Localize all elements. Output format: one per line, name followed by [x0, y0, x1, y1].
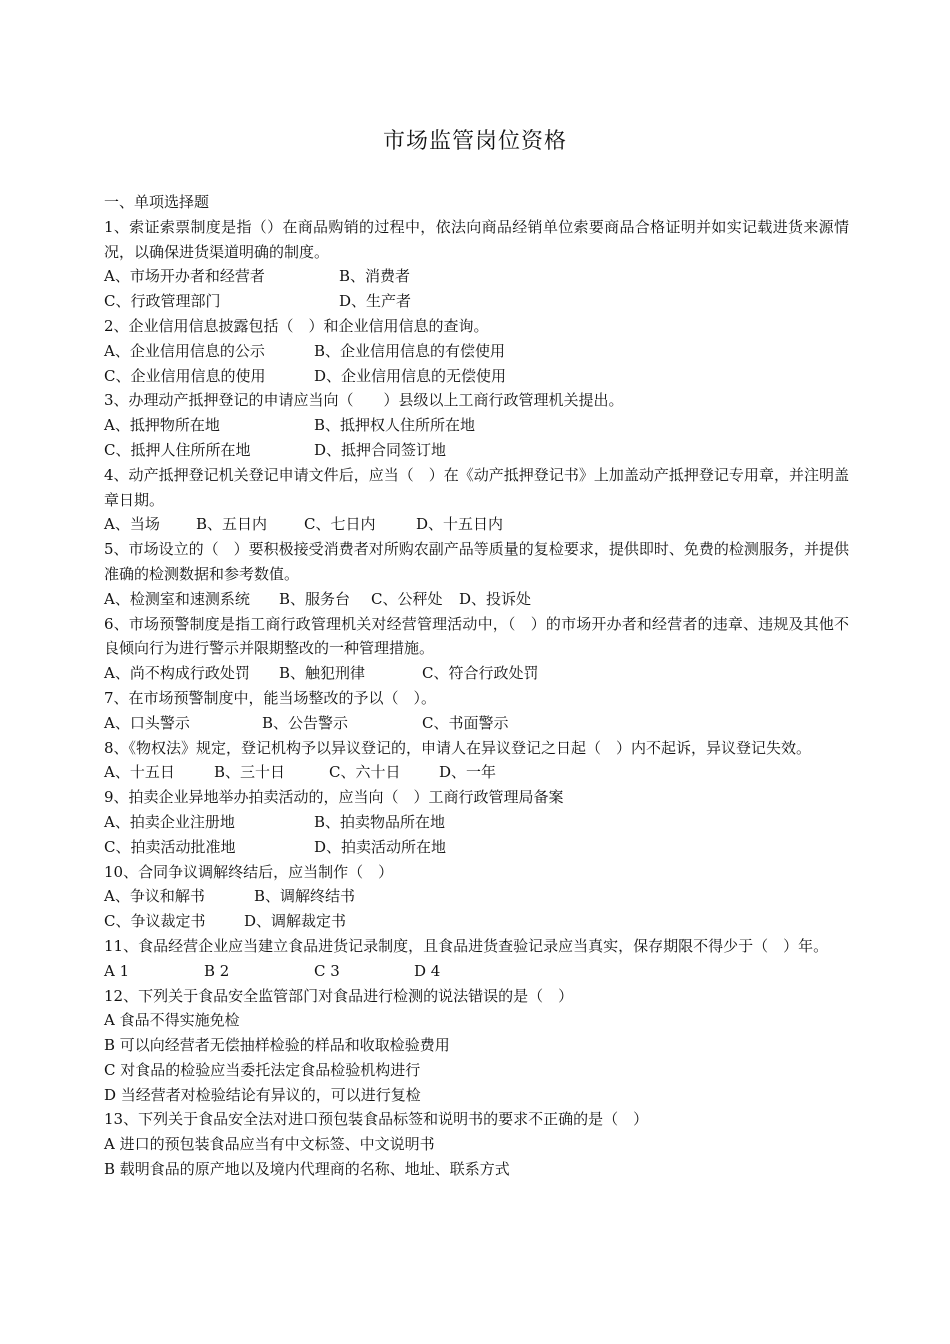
answer-option: A、拍卖企业注册地: [104, 812, 235, 831]
answer-option: B 可以向经营者无偿抽样检验的样品和收取检验费用: [104, 1036, 450, 1055]
answer-option: A 食品不得实施免检: [104, 1011, 240, 1030]
option-row: [104, 1157, 849, 1182]
question-stem: 7、在市场预警制度中，能当场整改的予以（ ）。: [104, 688, 437, 707]
answer-option: A、十五日: [104, 763, 175, 782]
answer-option: D 当经营者对检验结论有异议的，可以进行复检: [104, 1085, 421, 1104]
answer-option: A、尚不构成行政处罚: [104, 664, 250, 683]
answer-option: B、触犯刑律: [279, 664, 366, 683]
answer-option: B、三十日: [214, 763, 286, 782]
option-row: [104, 810, 849, 835]
option-row: [104, 909, 849, 934]
answer-option: D、抵押合同签订地: [314, 440, 447, 459]
question-stem: 10、合同争议调解终结后，应当制作（ ）: [104, 862, 394, 881]
answer-option: D、生产者: [339, 292, 412, 311]
answer-option: C 对食品的检验应当委托法定食品检验机构进行: [104, 1060, 421, 1079]
answer-option: B、企业信用信息的有偿使用: [314, 341, 506, 360]
question-stem: 9、拍卖企业异地举办拍卖活动的，应当向（ ）工商行政管理局备案: [104, 788, 564, 807]
answer-option: C 3: [314, 961, 340, 980]
option-row: [104, 959, 849, 984]
answer-option: C、符合行政处罚: [422, 664, 539, 683]
option-row: [104, 364, 849, 389]
option-row: [104, 1132, 849, 1157]
question-stem: 4、动产抵押登记机关登记申请文件后，应当（ ）在《动产抵押登记书》上加盖动产抵押登记专用章，并注明盖章日期。: [104, 465, 849, 509]
option-row: [104, 413, 849, 438]
option-row: [104, 835, 849, 860]
answer-option: A、口头警示: [104, 713, 190, 732]
question-stem: 11、食品经营企业应当建立食品进货记录制度，且食品进货查验记录应当真实，保存期限不得少于（ ）年。: [104, 936, 829, 955]
answer-option: C、七日内: [304, 515, 376, 534]
answer-option: B 2: [204, 961, 230, 980]
answer-option: D 4: [414, 961, 441, 980]
answer-option: B、拍卖物品所在地: [314, 812, 446, 831]
answer-option: B、调解终结书: [254, 887, 356, 906]
answer-option: D、一年: [439, 763, 497, 782]
answer-option: A、市场开办者和经营者: [104, 267, 265, 286]
option-row: [104, 661, 849, 686]
answer-option: A、当场: [104, 515, 160, 534]
answer-option: B、服务台: [279, 589, 351, 608]
option-row: [104, 512, 849, 537]
section-heading: 一、单项选择题: [104, 193, 210, 211]
answer-option: B、消费者: [339, 267, 411, 286]
question-list: [104, 190, 849, 1182]
option-row: [104, 264, 849, 289]
answer-option: C、六十日: [329, 763, 401, 782]
option-row: [104, 1083, 849, 1108]
answer-option: D、企业信用信息的无偿使用: [314, 366, 507, 385]
answer-option: A、企业信用信息的公示: [104, 341, 265, 360]
question-stem: 12、下列关于食品安全监管部门对食品进行检测的说法错误的是（ ）: [104, 986, 574, 1005]
option-row: [104, 1033, 849, 1058]
option-row: [104, 289, 849, 314]
question-stem: 3、办理动产抵押登记的申请应当向（ ）县级以上工商行政管理机关提出。: [104, 391, 624, 410]
question-stem: 6、市场预警制度是指工商行政管理机关对经营管理活动中，（ ）的市场开办者和经营者的违章、违规及其他不良倾向行为进行警示并限期整改的一种管理措施。: [104, 614, 849, 658]
option-row: [104, 1008, 849, 1033]
answer-option: B、抵押权人住所所在地: [314, 416, 476, 435]
answer-option: A、争议和解书: [104, 887, 205, 906]
option-row: [104, 339, 849, 364]
answer-option: C、争议裁定书: [104, 912, 206, 931]
answer-option: D、调解裁定书: [244, 912, 347, 931]
answer-option: A、检测室和速测系统: [104, 589, 250, 608]
answer-option: B、五日内: [196, 515, 268, 534]
answer-option: D、拍卖活动所在地: [314, 837, 447, 856]
answer-option: C、企业信用信息的使用: [104, 366, 266, 385]
answer-option: B、公告警示: [262, 713, 349, 732]
answer-option: D、十五日内: [416, 515, 504, 534]
answer-option: C、拍卖活动批准地: [104, 837, 236, 856]
question-stem: 2、企业信用信息披露包括（ ）和企业信用信息的查询。: [104, 316, 489, 335]
option-row: [104, 711, 849, 736]
question-stem: 1、索证索票制度是指（）在商品购销的过程中，依法向商品经销单位索要商品合格证明并如实记载进货来源情况，以确保进货渠道明确的制度。: [104, 217, 849, 261]
option-row: [104, 587, 849, 612]
question-stem: 13、下列关于食品安全法对进口预包装食品标签和说明书的要求不正确的是（ ）: [104, 1110, 649, 1129]
answer-option: B 载明食品的原产地以及境内代理商的名称、地址、联系方式: [104, 1160, 510, 1179]
answer-option: C、抵押人住所所在地: [104, 440, 251, 459]
answer-option: A 1: [104, 961, 130, 980]
answer-option: D、投诉处: [459, 589, 532, 608]
option-row: [104, 760, 849, 785]
option-row: [104, 438, 849, 463]
answer-option: A、抵押物所在地: [104, 416, 220, 435]
question-stem: 8、《物权法》规定，登记机构予以异议登记的，申请人在异议登记之日起（ ）内不起诉，异议登记失效。: [104, 738, 812, 757]
question-stem: 5、市场设立的（ ）要积极接受消费者对所购农副产品等质量的复检要求，提供即时、免费的检测服务，并提供准确的检测数据和参考数值。: [104, 540, 849, 583]
document-title: 市场监管岗位资格: [382, 129, 567, 154]
answer-option: C、行政管理部门: [104, 292, 221, 311]
answer-option: C、书面警示: [422, 713, 509, 732]
answer-option: A 进口的预包装食品应当有中文标签、中文说明书: [104, 1135, 435, 1154]
option-row: [104, 884, 849, 909]
option-row: [104, 1058, 849, 1083]
answer-option: C、公秤处: [371, 589, 443, 608]
